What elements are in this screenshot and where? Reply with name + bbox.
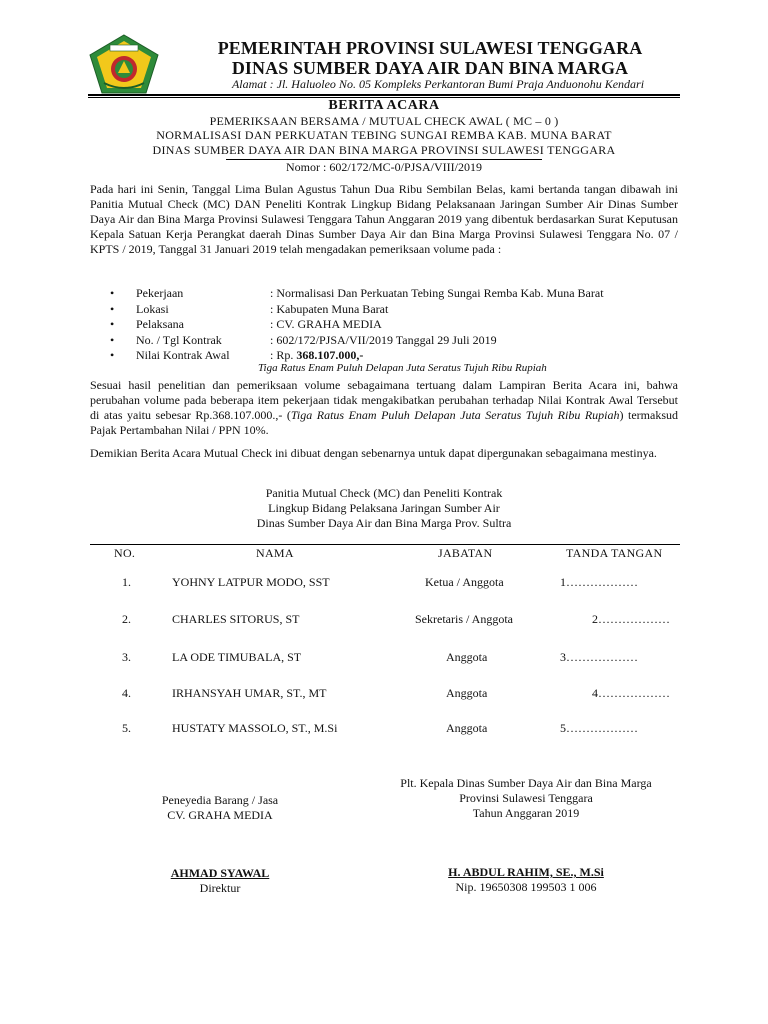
row-ttd: 5………………	[560, 721, 638, 735]
provider-signatory-name: AHMAD SYAWAL	[170, 866, 270, 880]
document-subtitle-3: DINAS SUMBER DAYA AIR DAN BINA MARGA PROVINSI SULAWESI TENGGARA	[152, 143, 616, 157]
detail-value: : CV. GRAHA MEDIA	[270, 317, 382, 331]
row-ttd: 1………………	[560, 575, 638, 589]
committee-line-1: Panitia Mutual Check (MC) dan Peneliti Kontrak	[265, 486, 503, 500]
row-nama: LA ODE TIMUBALA, ST	[172, 650, 302, 664]
document-subtitle-2: NORMALISASI DAN PERKUATAN TEBING SUNGAI REMBA KAB. MUNA BARAT	[156, 128, 612, 142]
letterhead-government: PEMERINTAH PROVINSI SULAWESI TENGGARA	[217, 38, 643, 58]
bullet: •	[110, 332, 115, 347]
detail-label: Pelaksana	[136, 317, 184, 331]
provider-company: CV. GRAHA MEDIA	[167, 808, 273, 822]
value-prefix: : Rp.	[270, 348, 297, 362]
table-top-rule	[90, 544, 680, 545]
col-header-no: NO.	[114, 546, 136, 560]
detail-pekerjaan	[90, 286, 680, 302]
row-jabatan: Anggota	[446, 686, 488, 700]
row-ttd: 3………………	[560, 650, 638, 664]
document-number: Nomor : 602/172/MC-0/PJSA/VIII/2019	[226, 159, 542, 175]
row-no: 2.	[122, 612, 131, 626]
detail-value	[270, 348, 363, 363]
detail-value: : Normalisasi Dan Perkuatan Tebing Sungai Remba Kab. Muna Barat	[270, 286, 604, 300]
row-jabatan: Sekretaris / Anggota	[415, 612, 513, 626]
col-header-jabatan: JABATAN	[438, 546, 493, 560]
row-no: 4.	[122, 686, 131, 700]
row-nama: HUSTATY MASSOLO, ST., M.Si	[172, 721, 338, 735]
detail-label: No. / Tgl Kontrak	[136, 332, 222, 347]
row-no: 1.	[122, 575, 131, 589]
bullet: •	[110, 286, 115, 300]
row-no: 3.	[122, 650, 131, 664]
intro-paragraph: Pada hari ini Senin, Tanggal Lima Bulan Agustus Tahun Dua Ribu Sembilan Belas, kami bertanda tangan dibawah ini Panitia Mutual Check (MC) DAN Peneliti Kontrak Lingkup Bidang Pelaksanaan Jaringan Sumber Air Dinas Sumber Daya Air dan Bina Marga Provinsi Sulawesi Tenggara Tahun Anggaran 2019 yang dibentuk berdasarkan Surat Keputusan Kepala Satuan Kerja Perangkat daerah Dinas Sumber Daya Air dan Bina Marga Provinsi Sulawesi Tenggara No. 07 / KPTS / 2019, Tanggal 31 Januari 2019 telah mengadakan pemeriksaan volume pada :	[90, 182, 678, 256]
row-jabatan: Ketua / Anggota	[425, 575, 504, 589]
row-ttd: 4………………	[592, 686, 670, 700]
official-position-line-2: Provinsi Sulawesi Tenggara	[459, 791, 593, 805]
letterhead-divider-thick	[88, 94, 680, 96]
detail-value: : Kabupaten Muna Barat	[270, 301, 389, 316]
official-signatory-name: H. ABDUL RAHIM, SE., M.Si	[448, 865, 604, 879]
provider-signatory-title: Direktur	[199, 881, 241, 895]
contract-details-list	[90, 286, 680, 364]
official-signatory-nip: Nip. 19650308 199503 1 006	[455, 880, 597, 894]
detail-kontrak	[90, 333, 680, 349]
row-jabatan: Anggota	[446, 721, 488, 735]
detail-label: Nilai Kontrak Awal	[136, 348, 230, 362]
official-position-line-3: Tahun Anggaran 2019	[472, 806, 580, 820]
col-header-nama: NAMA	[256, 546, 294, 560]
detail-pelaksana	[90, 317, 680, 333]
row-nama: YOHNY LATPUR MODO, SST	[172, 575, 330, 589]
findings-text: Sesuai hasil penelitian dan pemeriksaan volume sebagaimana tertuang dalam Lampiran Berita Acara ini, bahwa perubahan volume pada beberapa item pekerjaan tidak mengakibatkan perubahan terhadap Nilai Kontrak Awal Tersebut di atas yaitu sebesar Rp.368.107.000.,- (	[90, 378, 678, 422]
findings-paragraph	[90, 378, 678, 438]
document-title: BERITA ACARA	[328, 98, 440, 113]
findings-amount-words: Tiga Ratus Enam Puluh Delapan Juta Seratus Tujuh Ribu Rupiah	[290, 408, 620, 422]
detail-label: Pekerjaan	[136, 286, 184, 300]
row-ttd: 2………………	[592, 612, 670, 626]
bullet: •	[110, 301, 115, 316]
closing-paragraph: Demikian Berita Acara Mutual Check ini dibuat dengan sebenarnya untuk dapat dipergunakan sebagaimana mestinya.	[90, 446, 657, 460]
amount-in-words: Tiga Ratus Enam Puluh Delapan Juta Seratus Tujuh Ribu Rupiah	[258, 362, 547, 374]
bullet: •	[110, 317, 115, 331]
document-subtitle-1: PEMERIKSAAN BERSAMA / MUTUAL CHECK AWAL ( MC – 0 )	[209, 114, 559, 128]
bullet: •	[110, 348, 115, 362]
committee-line-3: Dinas Sumber Daya Air dan Bina Marga Prov. Sultra	[256, 516, 512, 530]
letterhead-agency: DINAS SUMBER DAYA AIR DAN BINA MARGA	[231, 58, 629, 78]
detail-value: : 602/172/PJSA/VII/2019 Tanggal 29 Juli 2019	[270, 332, 497, 347]
provider-label: Peneyedia Barang / Jasa	[161, 793, 279, 807]
detail-label: Lokasi	[136, 301, 169, 316]
contract-amount: 368.107.000,-	[296, 348, 364, 362]
row-jabatan: Anggota	[446, 650, 488, 664]
col-header-ttd: TANDA TANGAN	[566, 546, 663, 560]
row-no: 5.	[122, 721, 131, 735]
provincial-emblem-icon	[88, 33, 160, 95]
official-position-line-1: Plt. Kepala Dinas Sumber Daya Air dan Bina Marga	[400, 776, 652, 790]
committee-line-2: Lingkup Bidang Pelaksana Jaringan Sumber Air	[268, 501, 500, 515]
row-nama: CHARLES SITORUS, ST	[172, 612, 300, 626]
findings-text-end: ) termaksud Pajak Pertambahan Nilai / PPN 10%.	[90, 408, 679, 437]
row-nama: IRHANSYAH UMAR, ST., MT	[172, 686, 327, 700]
letterhead-address: Alamat : Jl. Haluoleo No. 05 Kompleks Perkantoran Bumi Praja Anduonohu Kendari	[231, 77, 645, 91]
detail-lokasi	[90, 302, 680, 318]
